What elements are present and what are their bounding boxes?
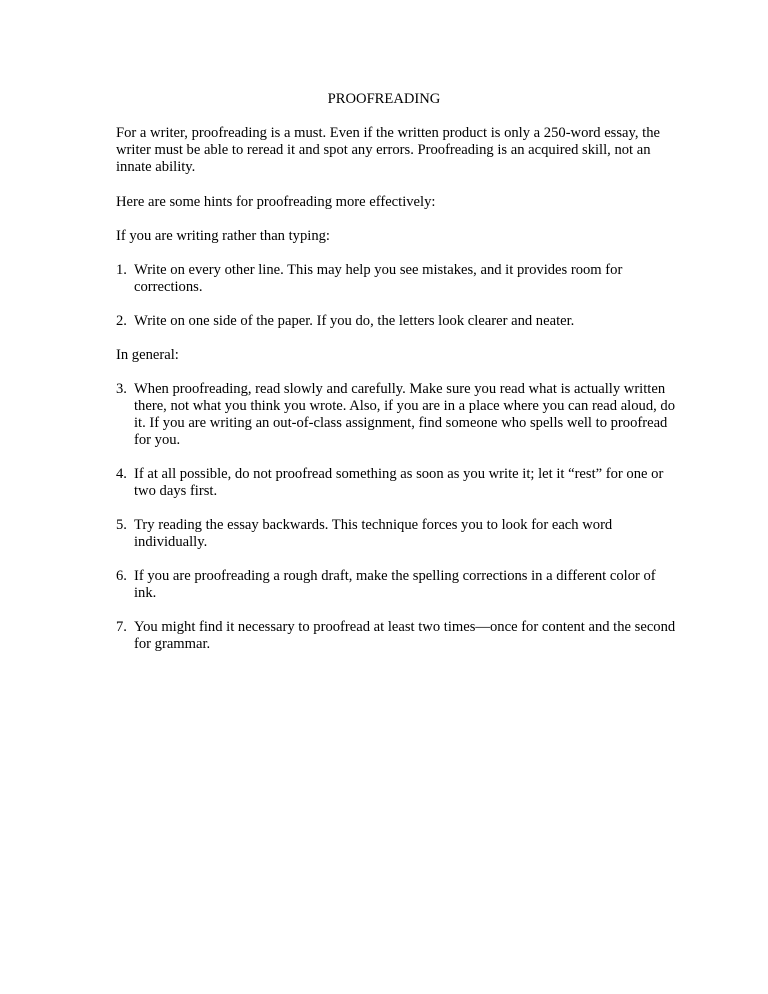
list-item bbox=[116, 466, 681, 500]
list-item-number: 6. bbox=[116, 568, 127, 584]
list-item bbox=[116, 313, 681, 330]
hints-lead-paragraph: Here are some hints for proofreading more effectively: bbox=[116, 194, 436, 210]
list-item-text: When proofreading, read slowly and carefully. Make sure you read what is actually written there, not what you think you wrote. Also, if you are in a place where you can read aloud, do it. If you are writing an out-of-class assignment, find someone who spells well to proofread for you. bbox=[134, 381, 676, 448]
list-item-text: Try reading the essay backwards. This technique forces you to look for each word individually. bbox=[134, 517, 613, 550]
list-item-text: If you are proofreading a rough draft, make the spelling corrections in a different color of ink. bbox=[134, 568, 656, 601]
page-title: PROOFREADING bbox=[327, 91, 441, 107]
section-general-heading: In general: bbox=[116, 347, 179, 363]
list-item-text: If at all possible, do not proofread something as soon as you write it; let it “rest” for one or two days first. bbox=[134, 466, 664, 499]
list-item-number: 5. bbox=[116, 517, 127, 533]
list-item-text: You might find it necessary to proofread at least two times—once for content and the second for grammar. bbox=[134, 619, 676, 652]
list-item bbox=[116, 619, 681, 653]
list-item-number: 1. bbox=[116, 262, 127, 278]
list-item bbox=[116, 262, 681, 296]
list-item-text: Write on every other line. This may help you see mistakes, and it provides room for corrections. bbox=[134, 262, 623, 295]
list-item bbox=[116, 568, 681, 602]
list-item-number: 7. bbox=[116, 619, 127, 635]
list-item-number: 4. bbox=[116, 466, 127, 482]
list-item-number: 2. bbox=[116, 313, 127, 329]
intro-paragraph: For a writer, proofreading is a must. Even if the written product is only a 250-word essay, the writer must be able to reread it and spot any errors. Proofreading is an acquired skill, not an innate ability. bbox=[116, 125, 660, 175]
list-item bbox=[116, 381, 681, 449]
list-item-text: Write on one side of the paper. If you do, the letters look clearer and neater. bbox=[134, 313, 575, 329]
list-item bbox=[116, 517, 681, 551]
list-item-number: 3. bbox=[116, 381, 127, 397]
section-writing-heading: If you are writing rather than typing: bbox=[116, 228, 330, 244]
